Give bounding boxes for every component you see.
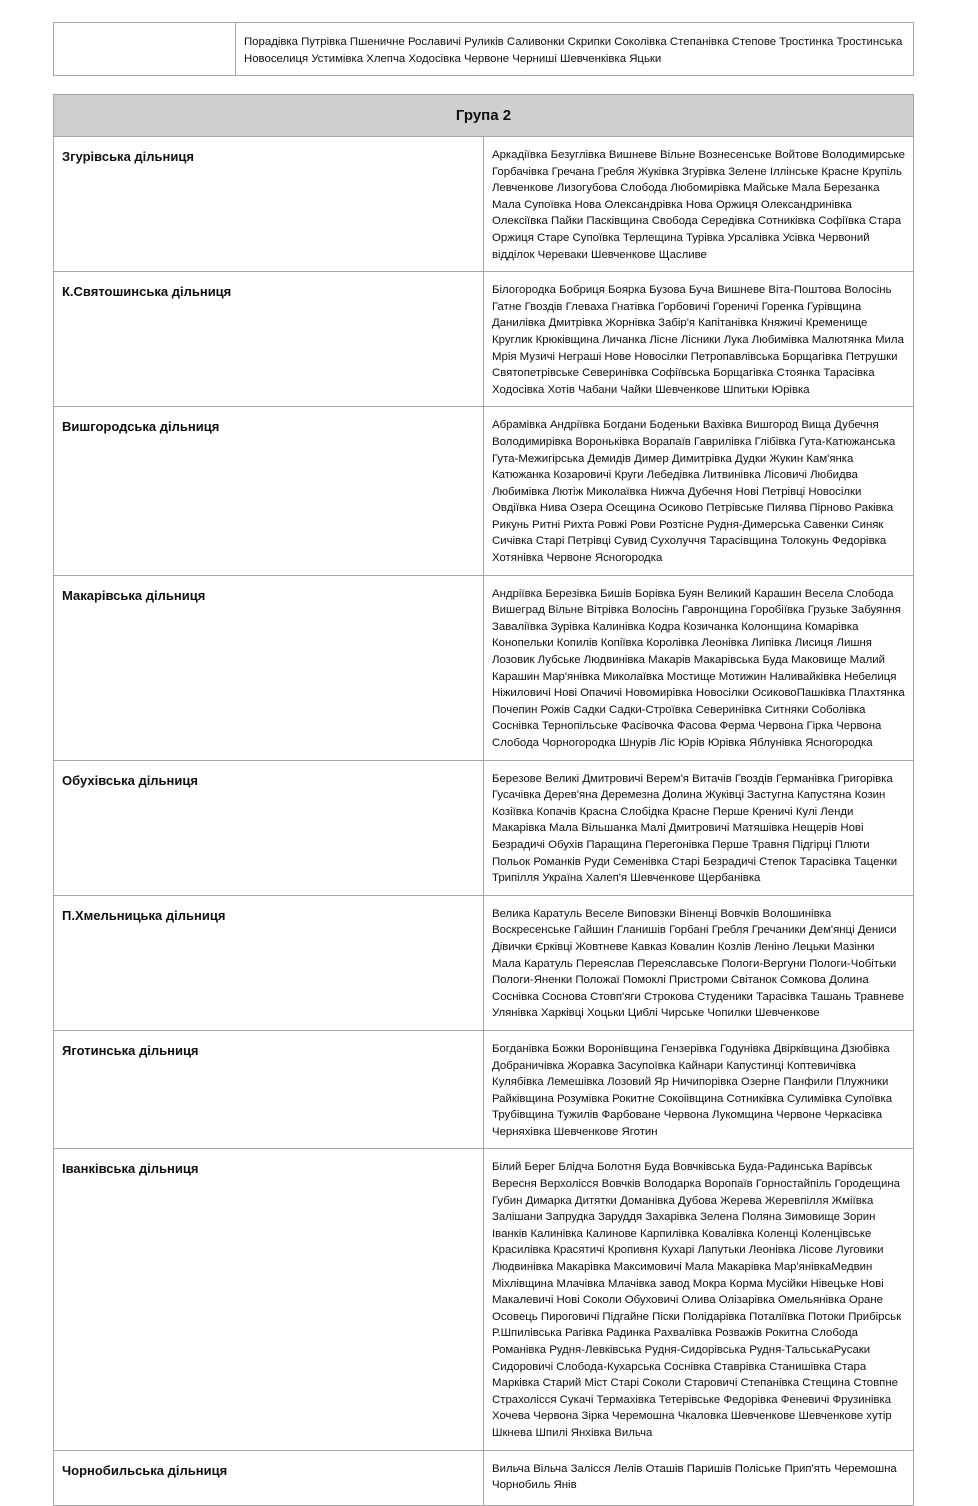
group-header-row [54,95,914,137]
villages-cell: Білий Берег Блідча Болотня Буда Вовчківська Буда-Радинська Варівськ Вересня Верхолісся Вовчків Володарка Воропаїв Горностайпіль Городещина Губин Димарка Дитятки Доманівка Дубова Жерева Жеревпілля Жміївка Залішани Запрудка Заруддя Захарівка Зелена Поляна Зимовище Зорин Іванків Калинівка Калинове Карпилівка Ковалівка Коленці Коленцівське Красилівка Красятичі Кропивня Кухарі Лапутьки Леонівка Лісове Луговики Людвинівка Макарівка Максимовичі Мала Макарівка Мар'янівкаМедвин Міхлівщина Млачівка Млачівка завод Мокра Корма Мусійки Нівецьке Нові Макалевичі Нові Соколи Обуховичі Олива Олізарівка Омельянівка Оране Осовець Пироговичі Підгайне Піски Полідарівка Поталіївка Потоки Прибірськ Р.Шпилівська Рагівка Радинка Рахвалівка Розважів Рокитна Слобода Романівка Рудня-Левківська Рудня-Сидорівська Рудня-ТальськаРусаки Сидоровичі Слобода-Кухарська Соснівка Ставрівка Станишівка Стара Марківка Старий Міст Старі Соколи Старовичі Степанівка Стещина Стовпне Страхолісся Сукачі Термахівка Тетерівське Федорівка Феневичі Фрузинівка Хочева Червона Зірка Черемошна Чкаловка Шевченкове Шевченкове хутір Шкнева Шпилі Янхівка Вильча [484,1149,914,1450]
previous-group-table-fragment [53,22,914,76]
villages-cell: Андріївка Березівка Бишів Борівка Буян Великий Карашин Весела Слобода Вишеград Вільне Вітрівка Волосінь Гавронщина Горобіївка Грузьке Забуяння Заваліївка Зурівка Калинівка Кодра Козичанка Колонщина Комарівка Конопельки Копилів Копіївка Королівка Леонівка Липівка Лисиця Лишня Лозовик Лубське Людвинівка Макарів Макарівська Буда Маковище Малий Карашин Мар'янівка Миколаївка Мостище Мотижин Наливайківка Небелиця Ніжиловичі Нові Опачичі Новомирівка Новосілки ОсиковоПашківка Плахтянка Почепин Рожів Садки Садки-Строївка Северинівка Ситняки Соболівка Соснівка Тернопільське Фасівочка Фасова Ферма Червона Гірка Червона Слобода Чорногородка Шнурів Ліс Юрів Юрівка Яблунівка Ясногородка [484,575,914,760]
district-name: Вишгородська дільниця [54,407,484,575]
empty-district-cell [54,23,236,76]
table-row [54,23,914,76]
table-row [54,1149,914,1450]
table-row [54,137,914,272]
villages-cell: Абрамівка Андріївка Богдани Боденьки Вахівка Вишгород Вища Дубечня Володимирівка Воронькiвка Ворапаїв Гаврилівка Глібівка Гута-Катюжанська Гута-Межигірська Демидів Димер Димитрівка Дудки Жукин Кам'янка Катюжанка Козаровичі Круги Лебедівка Литвинівка Лісовичі Любидва Любимівка Лютіж Миколаївка Нижча Дубечня Нові Петрівці Новосілки Овдіївка Нива Озера Осещина Осиково Петрівське Пилява Пірново Раківка Рикунь Ритні Рихта Ровжі Рови Розтісне Рудня-Димерська Савенки Синяк Сичівка Старі Петрівці Сувид Сухолуччя Тарасівщина Толокунь Федорівка Хотянівка Червоне Ясногородка [484,407,914,575]
table-row [54,272,914,407]
table-row [54,407,914,575]
district-name: Згурівська дільниця [54,137,484,272]
district-name: Обухівська дільниця [54,760,484,895]
table-row [54,895,914,1030]
table-row [54,1450,914,1505]
group-title: Група 2 [54,95,914,137]
district-name: К.Святошинська дільниця [54,272,484,407]
table-row [54,575,914,760]
villages-cell: Велика Каратуль Веселе Виповзки Віненці Вовчків Волошинівка Воскресенське Гайшин Гланишів Горбані Гребля Гречаники Дем'янці Дениси Дівички Єрківці Жовтневе Кавказ Ковалин Козлів Леніно Лецьки Мазінки Мала Каратуль Переяслав Переяславське Пологи-Вергуни Пологи-Чобітьки Пологи-Яненки Положаї Помоклі Пристроми Світанок Сомкова Долина Соснівка Соснова Стовп'яги Строкова Студеники Тарасівка Ташань Травневе Улянівка Харківці Хоцьки Циблі Чирське Чопилки Шевченкове [484,895,914,1030]
villages-cell: Богданівка Божки Воронівщина Гензерівка Годунівка Двірківщина Дзюбівка Добраничівка Жоравка Засупоївка Кайнари Капустинці Коптевичівка Кулябівка Лемешівка Лозовий Яр Ничипорівка Озерне Панфили Плужники Райківщина Розумівка Рокитне Сокоіівщина Сотниківка Сулимівка Супоївка Трубівщина Тужилів Фарбоване Червона Лукомщина Червоне Черкасівка Черняхівка Шевченкове Яготин [484,1030,914,1149]
district-name: П.Хмельницька дільниця [54,895,484,1030]
group-2-table [53,94,914,1506]
villages-cell: Вильча Вільча Залісся Лелів Оташів Паришів Поліське Прип'ять Черемошна Чорнобиль Янів [484,1450,914,1505]
district-name: Чорнобильська дільниця [54,1450,484,1505]
table-row [54,1030,914,1149]
villages-cell: Аркадіївка Безуглівка Вишневе Вільне Вознесенське Войтове Володимирське Горбачівка Гречана Гребля Жуківка Згурівка Зелене Іллінське Красне Крупіль Левченкове Лизогубова Слобода Любомирівка Майське Мала Березанка Мала Супоївка Нова Олександрівка Нова Оржиця Олександринівка Олексіївка Пайки Пасківщина Свобода Середівка Сотниківка Софіївка Стара Оржиця Старе Супоївка Терлещина Турівка Урсалівка Усівка Червоний відділок Череваки Шевченкове Щасливе [484,137,914,272]
district-name: Іванківська дільниця [54,1149,484,1450]
district-name: Макарівська дільниця [54,575,484,760]
villages-cell: Порадівка Путрівка Пшеничне Рославичі Руликів Саливонки Скрипки Соколівка Степанівка Степове Тростинка Тростинська Новоселиця Устимівка Хлепча Ходосівка Червоне Черниші Шевченківка Яцьки [236,23,914,76]
villages-cell: Білогородка Бобриця Боярка Бузова Буча Вишневе Віта-Поштова Волосінь Гатне Гвоздів Глеваха Гнатівка Горбовичі Гореничі Горенка Гурівщина Данилівка Дмитрівка Жорнівка Забір'я Капітанівка Княжичі Кременище Круглик Крюківщина Личанка Лісне Лісники Лука Любимівка Малютянка Мила Мрія Музичі Неграші Нове Новосілки Петропавлівська Борщагівка Петрушки Святопетрівське Северинівка Софіївська Борщагівка Стоянка Тарасівка Ходосівка Хотів Чабани Чайки Шевченкове Шпитьки Юрівка [484,272,914,407]
table-row [54,760,914,895]
district-name: Яготинська дільниця [54,1030,484,1149]
villages-cell: Березове Великі Дмитровичі Верем'я Витачів Гвоздів Германівка Григорівка Гусачівка Дерев'яна Деремезна Долина Жуківці Застугна Капустяна Козин Козіївка Копачів Красна Слобідка Красне Перше Креничі Кулі Ленди Макарівка Мала Вільшанка Малі Дмитровичі Матяшівка Нещерів Нові Безрадичі Обухів Паращина Перегонівка Перше Травня Підгірці Плюти Польок Романків Руди Семенівка Старі Безрадичі Степок Тарасівка Таценки Трипілля Україна Халеп'я Шевченкове Щербанівка [484,760,914,895]
